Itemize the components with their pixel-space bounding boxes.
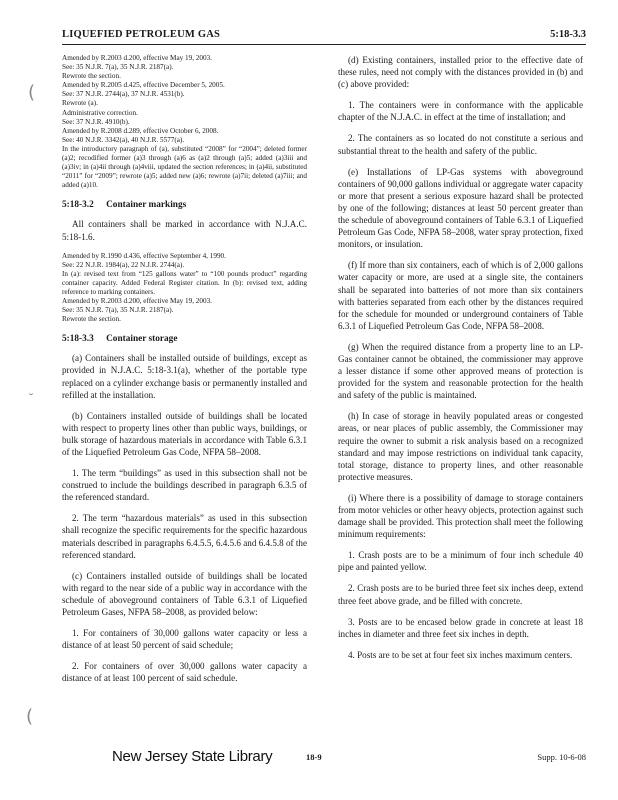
numbered-paragraph: 2. The term “hazardous materials” as used in this subsection shall recognize the specific requirements for the specific hazardous materials described in paragraphs 6.4.5.5, 6.4.5.6 and 6.4.5.8 of the referenced standard. [62, 513, 307, 560]
right-column [338, 54, 583, 670]
lettered-paragraph: (c) Containers installed outside of buildings shall be located with regard to the near side of a public way in accordance with the schedule of aboveground containers of Table 6.3.1 of Liquefied Petroleum Gases, NFPA 58–2008, as provided below: [62, 570, 307, 618]
history-note-block [62, 252, 307, 325]
history-line: Amended by R.1990 d.436, effective September 4, 1990. [62, 251, 226, 260]
numbered-paragraph: 2. For containers of over 30,000 gallons water capacity a distance of at least 100 percent of said schedule. [62, 661, 307, 684]
history-line: See: 37 N.J.R. 2744(a), 37 N.J.R. 4531(b). [62, 90, 185, 99]
supplement-date: Supp. 10-6-08 [537, 752, 586, 762]
history-line: Rewrote the section. [62, 72, 121, 81]
numbered-paragraph: 1. The containers were in conformance with the applicable chapter of the N.J.A.C. in effect at the time of installation; and [338, 100, 583, 123]
history-line: See: 35 N.J.R. 7(a), 35 N.J.R. 2187(a). [62, 306, 174, 315]
library-watermark: New Jersey State Library [112, 748, 273, 765]
header-section-number: 5:18-3.3 [550, 29, 586, 40]
section-title: Container markings [106, 200, 187, 211]
lettered-paragraph: (f) If more than six containers, each of which is of 2,000 gallons water capacity or more, are used at a single site, the containers shall be separated into batteries of not more than six containers with batteries separated from each other by the distances required for the schedule for mounded or underground containers of Table 6.3.1 of Liquefied Petroleum Gas Code, NFPA 58–2008. [338, 260, 583, 331]
history-line: Amended by R.2005 d.425, effective December 5, 2005. [62, 81, 225, 90]
history-line: See: 22 N.J.R. 1984(a), 22 N.J.R. 2744(a). [62, 260, 185, 269]
lettered-paragraph: (b) Containers installed outside of buildings shall be located with respect to property lines other than public ways, buildings, or bulk storage of hazardous materials in accordance with Table 6.3.1 of the Liquefied Petroleum Gas Code, NFPA 58–2008. [62, 410, 307, 457]
binding-hole-mark: ( [28, 82, 36, 103]
right-paragraphs [338, 54, 583, 661]
section-title: Container storage [106, 334, 178, 345]
history-line: Rewrote (a). [62, 99, 98, 108]
history-note-block [62, 54, 307, 190]
page-number: 18-9 [306, 752, 322, 762]
lettered-paragraph: (g) When the required distance from a property line to an LP-Gas container cannot be obtained, the commissioner may approve a lesser distance if some other approved means of protection is provided for the system and reasonable protection for the health and safety of the public is maintained. [338, 341, 583, 401]
history-line: Rewrote the section. [62, 315, 121, 324]
lettered-paragraph: (h) In case of storage in heavily populated areas or congested areas, or near places of public assembly, the Commissioner may require the owner to submit a risk analysis based on a recognized standard and may impose restrictions on individual tank capacity, total storage, distance to property lines, and other reasonable protective measures. [338, 411, 583, 482]
numbered-paragraph: 1. The term “buildings” as used in this subsection shall not be construed to include the buildings described in paragraph 6.3.5 of the referenced standard. [62, 468, 307, 503]
history-line: In the introductory paragraph of (a), substituted “2008” for “2004”; deleted former (a)2; recodified former (a)3 through (a)6 as (a)2 through (a)5; added (a)3iii and (a)3iv; in (a)4ii through (a)4viii, updated the section references; in (a)4ii, substituted “2011” for “2009”; rewrote (a)5; added new (a)6; rewrote (a)7ii; deleted (a)7iii; and added (a)10. [62, 144, 307, 190]
history-line: See: 37 N.J.R. 4910(b). [62, 117, 130, 126]
section-body: All containers shall be marked in accordance with N.J.A.C. 5:18-1.6. [62, 219, 307, 242]
left-paragraphs [62, 352, 307, 684]
numbered-paragraph: 2. The containers as so located do not constitute a serious and substantial threat to the health and safety of the public. [338, 133, 583, 156]
numbered-paragraph: 1. Crash posts are to be a minimum of four inch schedule 40 pipe and painted yellow. [338, 550, 583, 573]
history-line: Amended by R.2003 d.200, effective May 19, 2003. [62, 297, 212, 306]
history-line: See: 35 N.J.R. 7(a), 35 N.J.R. 2187(a). [62, 63, 174, 72]
lettered-paragraph: (a) Containers shall be installed outside of buildings, except as provided in N.J.A.C. 5:18-3.1(a), whether of the portable type replaced on a cylinder exchange basis or permanently installed and refilled at the installation. [62, 353, 307, 400]
numbered-paragraph: 3. Posts are to be encased below grade in concrete at least 18 inches in diameter and three feet six inches in depth. [338, 616, 583, 639]
lettered-paragraph: (i) Where there is a possibility of damage to storage containers from motor vehicles or other heavy objects, protection against such damage shall be provided. This protection shall meet the following minimum requirements: [338, 492, 583, 540]
history-line: See: 40 N.J.R. 3342(a), 40 N.J.R. 5577(a). [62, 135, 185, 144]
lettered-paragraph: (e) Installations of LP-Gas systems with aboveground containers of 90,000 gallons individual or aggregate water capacity or more that present a serious exposure hazard shall be protected by one of the following; distances at least 50 percent greater than the schedule of aboveground containers of Table 6.3.1 of Liquefied Petroleum Gas Code, NFPA 58–2008, water spray protection, fixed monitors, or insulation. [338, 166, 583, 250]
section-heading-container-storage [62, 334, 307, 344]
numbered-paragraph: 4. Posts are to be set at four feet six inches maximum centers. [348, 649, 573, 660]
running-header [62, 28, 586, 45]
history-line: In (a): revised text from “125 gallons water” to “100 pounds product” regarding container capacity. Added Federal Register citation. In (b): revised text, adding reference to marking containers. [62, 269, 307, 296]
lettered-paragraph: (d) Existing containers, installed prior to the effective date of these rules, need not comply with the distances provided in (b) and (c) above provided: [338, 55, 583, 90]
numbered-paragraph: 1. For containers of 30,000 gallons water capacity or less a distance of at least 50 percent of said schedule; [62, 628, 307, 651]
section-heading-container-markings [62, 200, 307, 210]
history-line: Amended by R.2003 d.200, effective May 19, 2003. [62, 54, 212, 62]
left-column [62, 54, 307, 694]
section-number: 5:18-3.2 [62, 200, 94, 211]
binding-hole-mark: ˘ [28, 392, 34, 406]
section-number: 5:18-3.3 [62, 334, 94, 345]
binding-hole-mark: ( [26, 706, 34, 727]
history-line: Amended by R.2008 d.289, effective October 6, 2008. [62, 126, 219, 135]
numbered-paragraph: 2. Crash posts are to be buried three feet six inches deep, extend three feet above grade, and be filled with concrete. [338, 583, 583, 606]
history-line: Administrative correction. [62, 108, 138, 117]
header-title: LIQUEFIED PETROLEUM GAS [62, 29, 221, 40]
